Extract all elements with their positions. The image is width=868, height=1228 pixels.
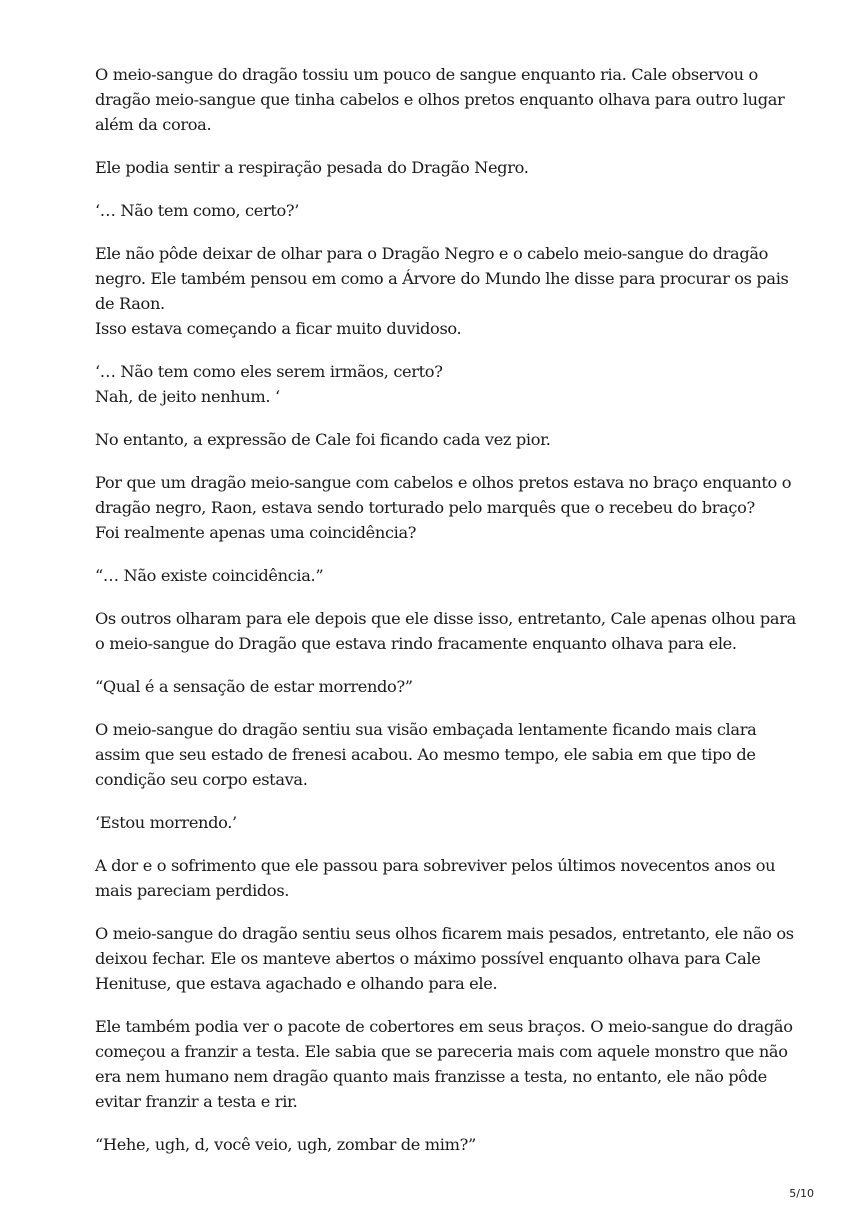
text-line: era nem humano nem dragão quanto mais franzisse a testa, no entanto, ele não pôde xyxy=(95,1067,767,1086)
text-line: O meio-sangue do dragão tossiu um pouco de sangue enquanto ria. Cale observou o xyxy=(95,65,758,84)
text-line: “Hehe, ugh, d, você veio, ugh, zombar de mim?” xyxy=(95,1135,476,1154)
paragraph xyxy=(95,717,775,792)
paragraph xyxy=(95,241,789,341)
text-line: O meio-sangue do dragão sentiu sua visão embaçada lentamente ficando mais clara xyxy=(95,720,757,739)
text-line: negro. Ele também pensou em como a Árvore do Mundo lhe disse para procurar os pais xyxy=(95,269,789,288)
paragraph xyxy=(95,921,794,996)
text-line: A dor e o sofrimento que ele passou para sobreviver pelos últimos novecentos anos ou xyxy=(95,856,776,875)
text-line: Ele não pôde deixar de olhar para o Dragão Negro e o cabelo meio-sangue do dragão xyxy=(95,244,769,263)
paragraph xyxy=(95,155,775,180)
text-line: começou a franzir a testa. Ele sabia que se pareceria mais com aquele monstro que não xyxy=(95,1042,788,1061)
text-line: dragão negro, Raon, estava sendo torturado pelo marquês que o recebeu do braço? xyxy=(95,498,755,517)
text-line: de Raon. xyxy=(95,294,165,313)
page-number: 5/10 xyxy=(789,1187,814,1200)
text-line: dragão meio-sangue que tinha cabelos e olhos pretos enquanto olhava para outro lugar xyxy=(95,90,785,109)
text-line: Henituse, que estava agachado e olhando para ele. xyxy=(95,974,498,993)
text-line: ‘Estou morrendo.’ xyxy=(95,813,237,832)
text-line: condição seu corpo estava. xyxy=(95,770,308,789)
text-line: “… Não existe coincidência.” xyxy=(95,566,324,585)
paragraph xyxy=(95,198,775,223)
paragraph xyxy=(95,606,796,656)
text-line: além da coroa. xyxy=(95,115,212,134)
paragraph xyxy=(95,810,775,835)
text-line: evitar franzir a testa e rir. xyxy=(95,1092,298,1111)
text-line: “Qual é a sensação de estar morrendo?” xyxy=(95,677,413,696)
text-line: Por que um dragão meio-sangue com cabelos e olhos pretos estava no braço enquanto o xyxy=(95,473,792,492)
text-line: Ele também podia ver o pacote de cobertores em seus braços. O meio-sangue do dragão xyxy=(95,1017,793,1036)
paragraph xyxy=(95,62,785,137)
paragraph xyxy=(95,427,775,452)
paragraph xyxy=(95,470,792,545)
paragraph xyxy=(95,674,775,699)
text-line: ‘… Não tem como eles serem irmãos, certo? xyxy=(95,362,443,381)
text-line: O meio-sangue do dragão sentiu seus olhos ficarem mais pesados, entretanto, ele não os xyxy=(95,924,794,943)
text-line: Ele podia sentir a respiração pesada do Dragão Negro. xyxy=(95,158,529,177)
text-line: deixou fechar. Ele os manteve abertos o máximo possível enquanto olhava para Cale xyxy=(95,949,761,968)
text-line: o meio-sangue do Dragão que estava rindo fracamente enquanto olhava para ele. xyxy=(95,634,737,653)
text-line: Isso estava começando a ficar muito duvidoso. xyxy=(95,319,462,338)
paragraph xyxy=(95,1132,775,1157)
document-body xyxy=(95,62,796,1175)
text-line: mais pareciam perdidos. xyxy=(95,881,290,900)
text-line: assim que seu estado de frenesi acabou. Ao mesmo tempo, ele sabia em que tipo de xyxy=(95,745,756,764)
paragraph xyxy=(95,853,775,903)
text-line: Foi realmente apenas uma coincidência? xyxy=(95,523,417,542)
text-line: Nah, de jeito nenhum. ‘ xyxy=(95,387,280,406)
paragraph xyxy=(95,563,775,588)
text-line: No entanto, a expressão de Cale foi ficando cada vez pior. xyxy=(95,430,551,449)
paragraph xyxy=(95,1014,793,1114)
text-line: Os outros olharam para ele depois que ele disse isso, entretanto, Cale apenas olhou para xyxy=(95,609,796,628)
text-line: ‘… Não tem como, certo?’ xyxy=(95,201,300,220)
paragraph xyxy=(95,359,775,409)
